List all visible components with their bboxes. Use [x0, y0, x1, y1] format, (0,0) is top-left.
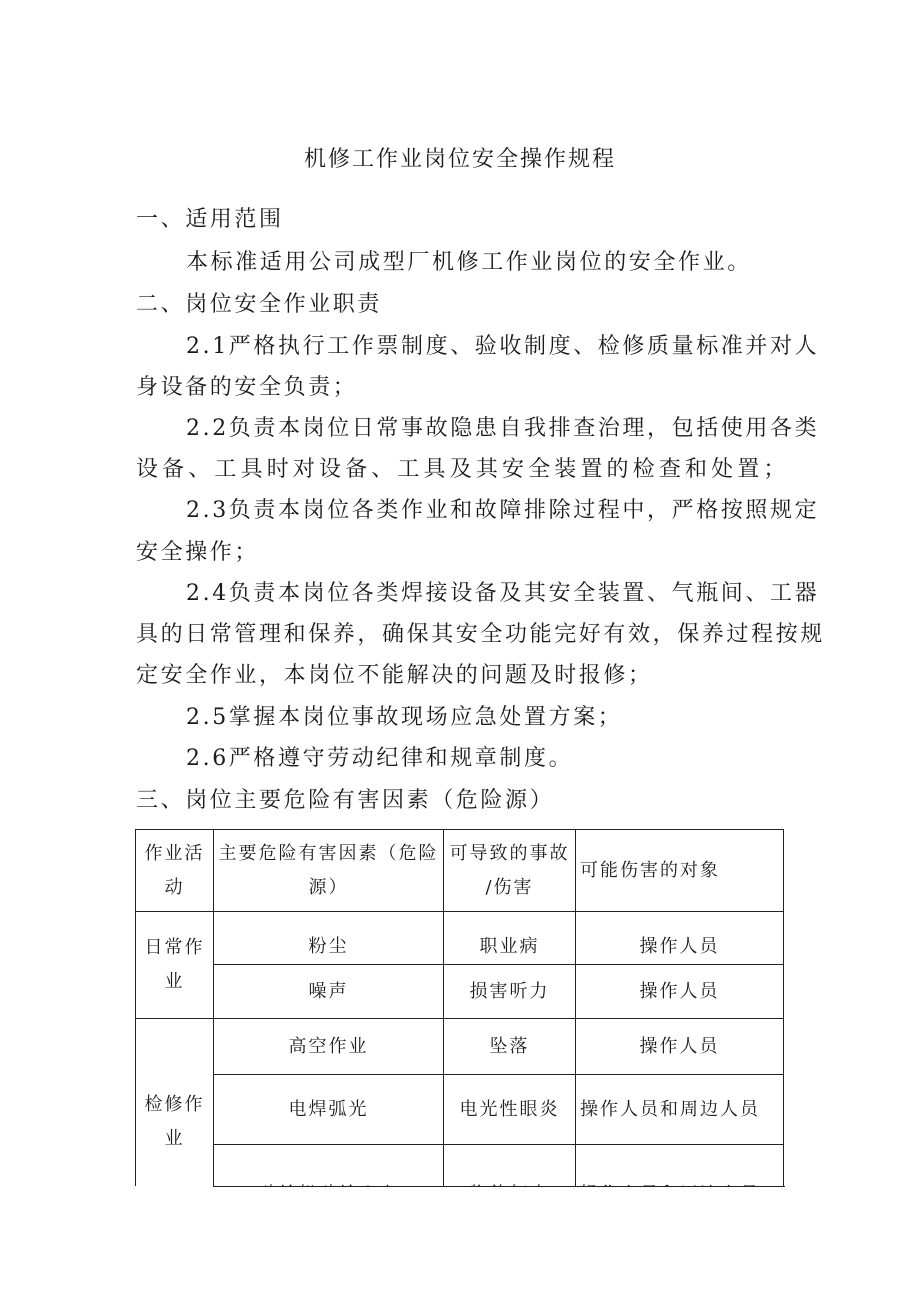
table-row: [136, 1019, 784, 1075]
duty-line: 设备、工具时对设备、工具及其安全装置的检查和处置；: [136, 457, 788, 482]
header-activity: 作业活 动: [136, 830, 214, 912]
duty-line: 2.4负责本岗位各类焊接设备及其安全装置、气瓶间、工器: [186, 581, 820, 606]
table-bottom-border: [213, 1186, 785, 1187]
target-cell: 操作人员: [576, 965, 784, 1019]
hazard-cell: 电焊弧光: [214, 1075, 444, 1145]
target-cell: 操作人员和周边人员: [576, 1075, 784, 1145]
duty-line: 定安全作业，本岗位不能解决的问题及时报修；: [136, 663, 653, 688]
accident-cell: 电光性眼炎: [444, 1075, 576, 1145]
table-row: [136, 1075, 784, 1145]
page-bottom-margin: [0, 1186, 920, 1306]
accident-cell: 坠落: [444, 1019, 576, 1075]
section-1-text: 本标准适用公司成型厂机修工作业岗位的安全作业。: [186, 250, 752, 275]
activity-cell: 检修作 业: [136, 1019, 214, 1225]
duty-line: 2.6严格遵守劳动纪律和规章制度。: [186, 746, 574, 771]
duty-line: 身设备的安全负责；: [136, 375, 358, 400]
hazard-cell: 高空作业: [214, 1019, 444, 1075]
table-row: [136, 912, 784, 965]
table-left-border: [135, 1150, 136, 1186]
duty-line: 2.1严格执行工作票制度、验收制度、检修质量标准并对人: [186, 334, 820, 359]
table-row: [136, 965, 784, 1019]
section-3-heading: 三、岗位主要危险有害因素（危险源）: [136, 788, 555, 813]
target-cell: 操作人员: [576, 1019, 784, 1075]
accident-cell: 损害听力: [444, 965, 576, 1019]
hazard-cell: 粉尘: [214, 912, 444, 965]
table-header-row: [136, 830, 784, 912]
duty-line: 具的日常管理和保养，确保其安全功能完好有效，保养过程按规: [136, 622, 825, 647]
duty-line: 安全操作；: [136, 540, 260, 565]
hazard-table: [135, 829, 784, 1225]
header-hazard: 主要危险有害因素（危险 源）: [214, 830, 444, 912]
hazard-cell: 噪声: [214, 965, 444, 1019]
document-title: 机修工作业岗位安全操作规程: [303, 147, 616, 172]
duty-line: 2.3负责本岗位各类作业和故障排除过程中，严格按照规定: [186, 498, 820, 523]
section-2-heading: 二、岗位安全作业职责: [136, 292, 383, 317]
duty-line: 2.2负责本岗位日常事故隐患自我排查治理，包括使用各类: [186, 416, 820, 441]
accident-cell: 职业病: [444, 912, 576, 965]
activity-cell: 日常作 业: [136, 912, 214, 1019]
header-target: 可能伤害的对象: [576, 830, 784, 912]
target-cell: 操作人员: [576, 912, 784, 965]
section-1-heading: 一、适用范围: [136, 207, 284, 232]
duty-line: 2.5掌握本岗位事故现场应急处置方案；: [186, 705, 623, 730]
header-accident: 可导致的事故 /伤害: [444, 830, 576, 912]
